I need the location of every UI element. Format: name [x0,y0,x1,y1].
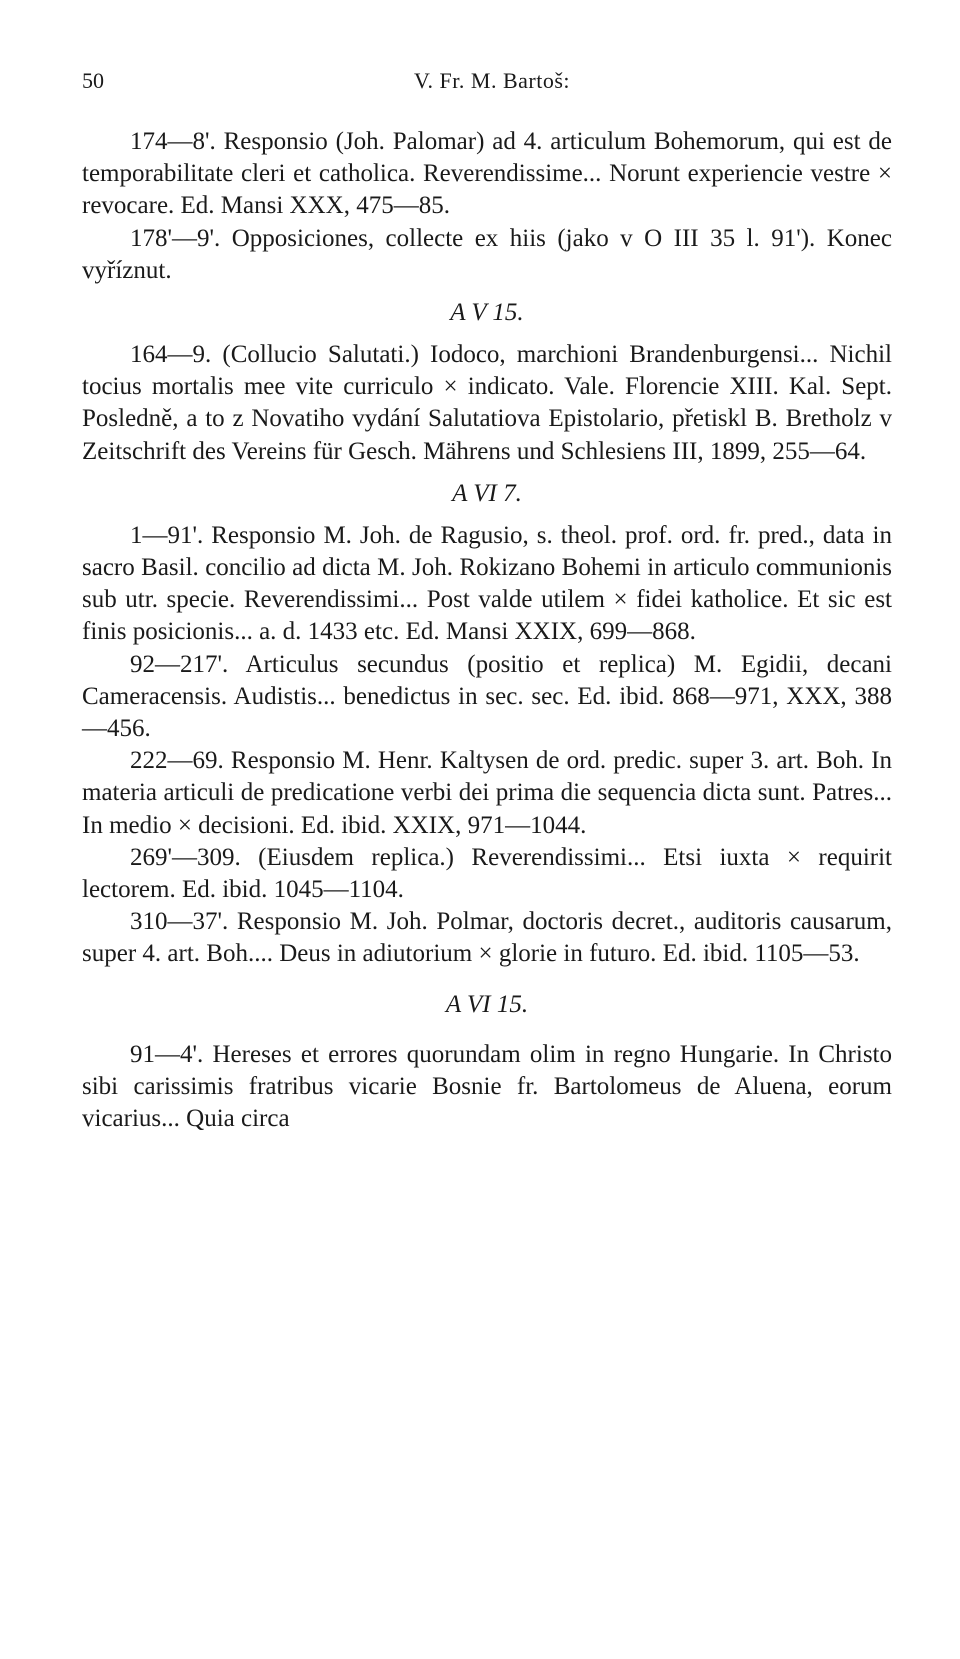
entry-92: 92—217'. Articulus secundus (positio et replica) M. Egidii, decani Cameracensis. Audistis... benedictus in sec. sec. Ed. ibid. 868—971, XXX, 388—456. [82,650,892,743]
page-number: 50 [82,68,104,93]
entry-269: 269'—309. (Eiusdem replica.) Reverendissimi... Etsi iuxta × requirit lectorem. Ed. ibid. 1045—1104. [82,843,892,904]
entry-222: 222—69. Responsio M. Henr. Kaltysen de ord. predic. super 3. art. Boh. In materia articuli de predicatione verbi dei prima die sequencia dicta sunt. Patres... In medio × decisioni. Ed. ibid. XXIX, 971—1044. [82,747,892,839]
running-head: V. Fr. M. Bartoš: [413,68,570,93]
entry-164: 164—9. (Collucio Salutati.) Iodoco, marchioni Brandenburgensi... Nichil tocius mortalis mee vite curriculo × indicato. Vale. Florencie XIII. Kal. Sept. Posledně, a to z Novatiho vydání Salutatiova Epistolario, přetiskl B. Bretholz v Zeitschrift des Vereins für Gesch. Mährens und Schlesiens III, 1899, 255—64. [82,341,892,465]
section-heading-avi7: A VI 7. [452,479,522,507]
entry-1: 1—91'. Responsio M. Joh. de Ragusio, s. theol. prof. ord. fr. pred., data in sacro Basil. concilio ad dicta M. Joh. Rokizano Bohemi in articulo communionis sub utr. specie. Reverendissimi... Post valde utilem × fidei katholice. Et sic est finis posicionis... a. d. 1433 etc. Ed. Mansi XXIX, 699—868. [82,521,892,646]
section-heading-avi15: A VI 15. [445,990,529,1018]
entry-174: 174—8'. Responsio (Joh. Palomar) ad 4. articulum Bohemorum, qui est de temporabilitate cleri et catholica. Reverendissime... Norunt experiencie vestre × revocare. Ed. Mansi XXX, 475—85. [82,128,892,220]
page-header [82,68,902,98]
entry-178: 178'—9'. Opposiciones, collecte ex hiis (jako v O III 35 l. 91'). Konec vyříznut. [82,224,892,284]
section-heading-av15: A V 15. [450,299,524,327]
entry-91: 91—4'. Hereses et errores quorundam olim in regno Hungarie. In Christo sibi carissimis fratribus vicarie Bosnie fr. Bartolomeus de Aluena, eorum vicarius... Quia circa [82,1040,892,1133]
main-text [82,126,892,1135]
entry-310: 310—37'. Responsio M. Joh. Polmar, doctoris decret., auditoris causarum, super 4. art. Boh.... Deus in adiutorium × glorie in futuro. Ed. ibid. 1105—53. [82,908,892,968]
